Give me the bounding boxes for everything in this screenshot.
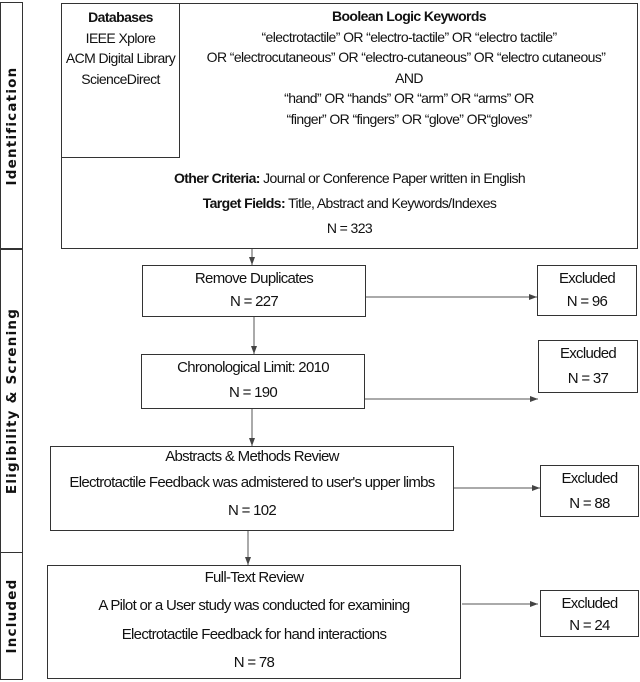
excluded-label: Excluded (561, 470, 618, 487)
excluded-count: N = 24 (569, 617, 610, 634)
database-item: ScienceDirect (81, 70, 160, 87)
keyword-line: “electrotactile” OR “electro-tactile” OR “electro tactile” (261, 28, 557, 45)
other-criteria: Other Criteria: Journal or Conference Paper written in English (173, 170, 526, 186)
target-fields: Target Fields: Title, Abstract and Keywords/Indexes (202, 195, 497, 211)
excluded-box (538, 340, 638, 393)
excluded-count: N = 96 (566, 293, 608, 310)
step-title: Remove Duplicates (194, 270, 314, 287)
excluded-box (540, 590, 639, 637)
step-count: N = 190 (228, 384, 278, 401)
remove-duplicates-box (142, 265, 366, 317)
excluded-label: Excluded (558, 270, 616, 287)
full-text-review-box (47, 565, 461, 679)
databases-title: Databases (88, 9, 153, 25)
excluded-box (540, 465, 639, 517)
criteria-cell (61, 166, 638, 241)
step-title: Full-Text Review (204, 569, 304, 586)
phase-label: Identification (3, 66, 20, 186)
chronological-limit-box (141, 354, 365, 409)
identification-count: N = 323 (326, 220, 373, 236)
excluded-label: Excluded (559, 345, 617, 362)
databases-cell (61, 3, 180, 158)
phase-label: Eligibility & Screning (3, 307, 20, 494)
abstracts-review-box (50, 446, 454, 531)
step-count: N = 78 (233, 654, 275, 671)
excluded-count: N = 88 (569, 495, 610, 512)
step-description: A Pilot or a User study was conducted for examining (98, 597, 410, 614)
keyword-line: “hand” OR “hands” OR “arm” OR “arms” OR (284, 90, 534, 106)
keyword-line: AND (395, 69, 423, 86)
database-item: IEEE Xplore (85, 29, 156, 46)
step-count: N = 227 (229, 293, 279, 310)
keyword-line: OR “electrocutaneous” OR “electro-cutaneous” OR “electro cutaneous” (206, 49, 606, 65)
excluded-label: Excluded (561, 595, 618, 612)
step-title: Chronological Limit: 2010 (177, 359, 329, 376)
step-description: Electrotactile Feedback for hand interactions (121, 626, 387, 643)
keywords-cell (180, 6, 638, 129)
step-title: Abstracts & Methods Review (165, 448, 339, 465)
database-item: ACM Digital Library (65, 50, 176, 66)
excluded-count: N = 37 (567, 370, 609, 387)
keyword-line: “finger” OR “fingers” OR “glove” OR“gloves” (286, 110, 532, 127)
phase-label: Included (3, 578, 20, 654)
excluded-box (537, 265, 637, 316)
step-description: Electrotactile Feedback was admistered to user's upper limbs (69, 474, 435, 491)
step-count: N = 102 (227, 502, 277, 519)
keywords-title: Boolean Logic Keywords (331, 8, 487, 24)
